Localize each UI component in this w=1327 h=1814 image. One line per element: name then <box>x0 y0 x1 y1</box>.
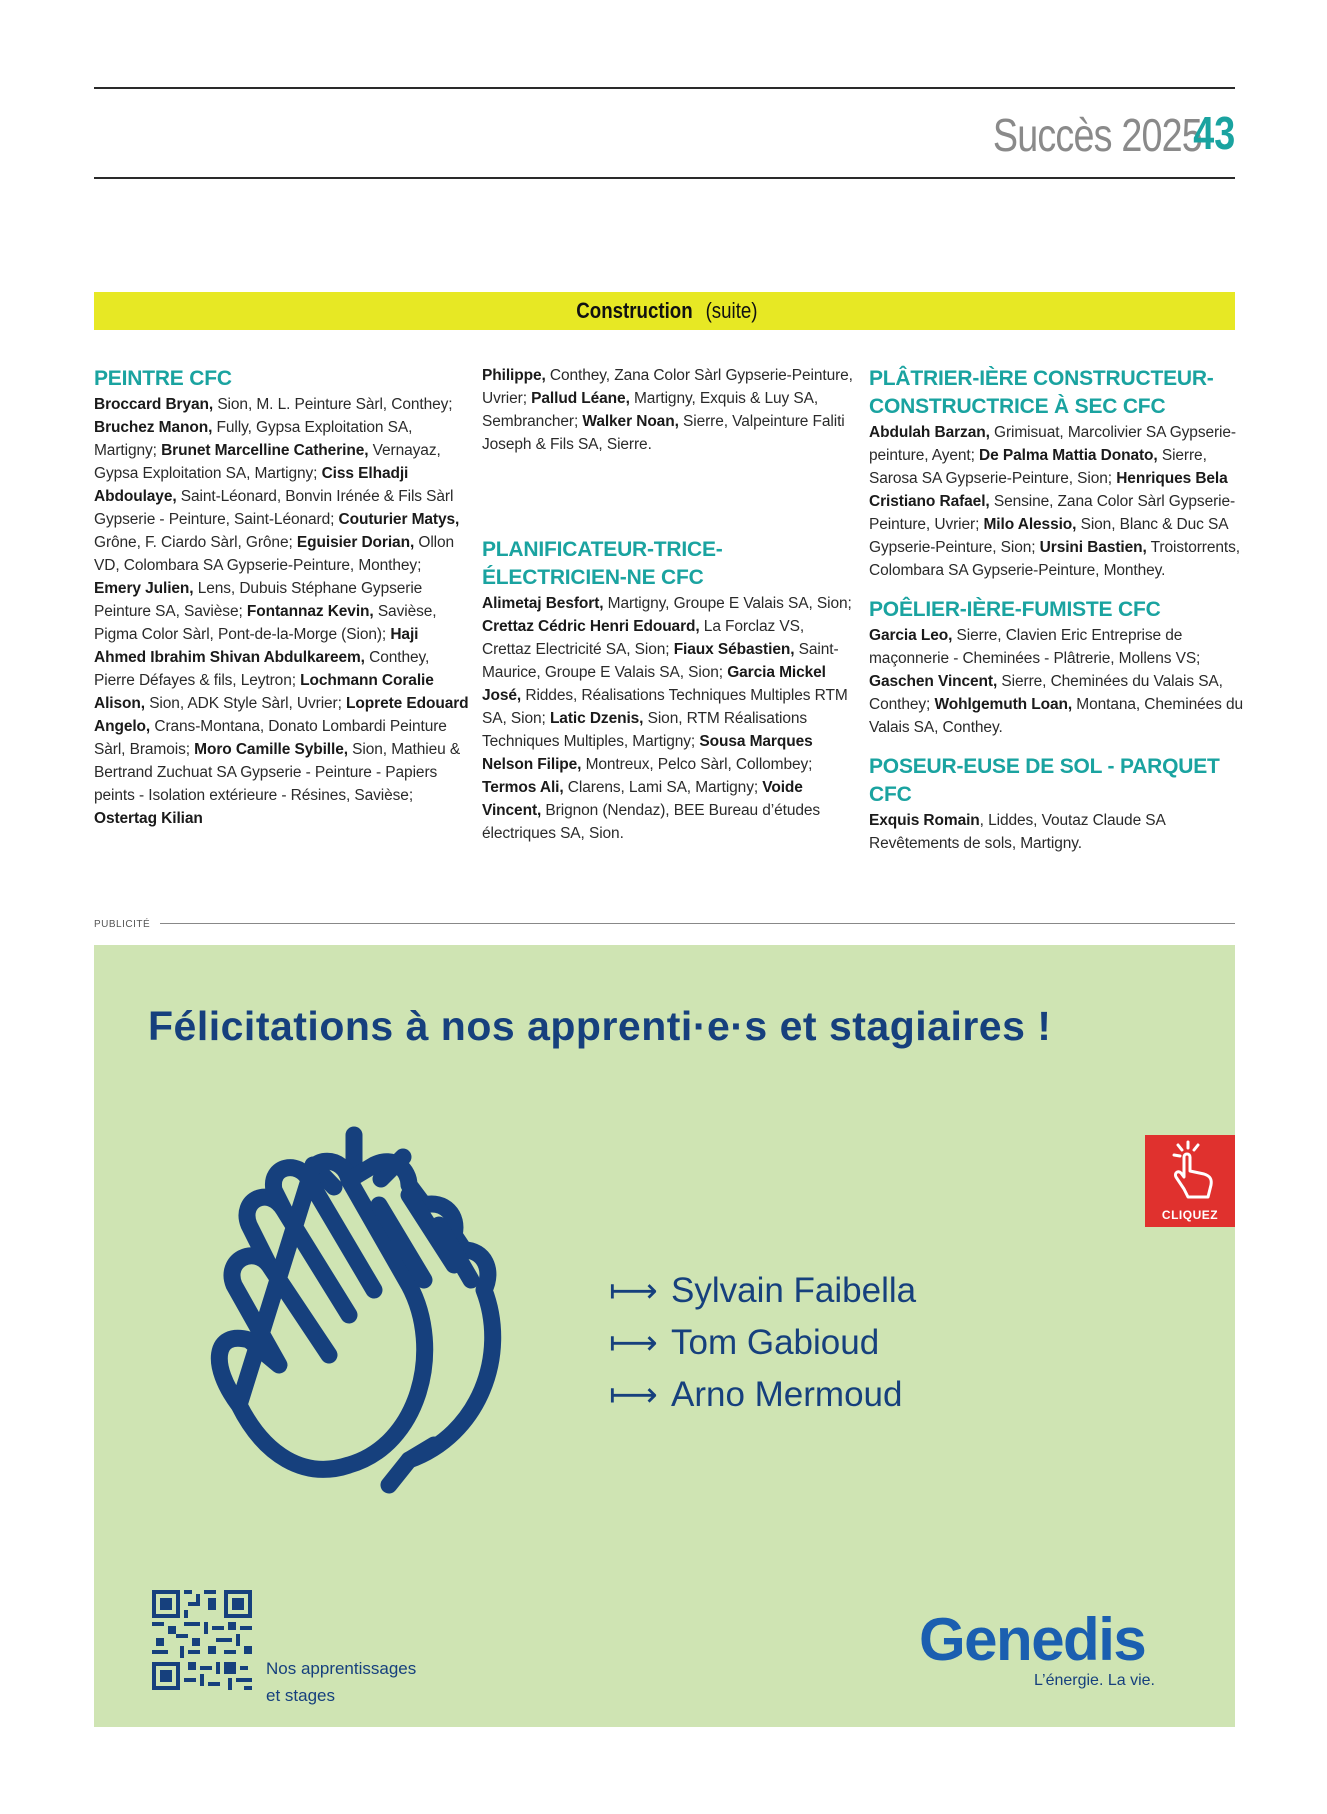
graduate-name: Alimetaj Besfort, <box>482 595 604 612</box>
graduate-name: Ostertag Kilian <box>94 810 203 827</box>
qr-caption <box>266 1655 416 1709</box>
graduate-detail: Troistorrents, Colombara SA Gypserie-Peinture, Monthey. <box>869 539 1240 579</box>
section-title: Construction <box>576 298 694 323</box>
graduate-detail: Martigny, Exquis & Luy SA, Sembrancher; <box>482 390 819 430</box>
graduate-name: Voide Vincent, <box>482 779 803 819</box>
apprentice-name-list <box>609 1265 916 1421</box>
graduate-name: Couturier Matys, <box>338 511 460 528</box>
genedis-logo: Genedis <box>919 1606 1146 1673</box>
category-heading: PLANIFICATEUR-TRICE-ÉLECTRICIEN-NE CFC <box>482 538 723 589</box>
graduate-name: Haji Ahmed Ibrahim Shivan Abdulkareem, <box>94 626 419 666</box>
list-item <box>609 1369 916 1421</box>
graduate-name: Gaschen Vincent, <box>869 673 998 690</box>
graduate-detail: Vernayaz, Gypsa Exploitation SA, Martigny; <box>94 442 441 482</box>
graduate-name: Abdulah Barzan, <box>869 424 990 441</box>
qr-caption-line-1: Nos apprentissages <box>266 1659 417 1678</box>
header-bottom-rule <box>94 177 1235 179</box>
graduate-name: Broccard Bryan, <box>94 396 214 413</box>
graduate-name: Wohlgemuth Loan, <box>934 696 1073 713</box>
graduate-detail: Sion, ADK Style Sàrl, Uvrier; <box>144 695 347 712</box>
graduate-name: Pallud Léane, <box>531 390 630 407</box>
graduate-name: Fontannaz Kevin, <box>246 603 374 620</box>
graduate-name: Garcia Leo, <box>869 627 953 644</box>
graduate-detail: Crans-Montana, Donato Lombardi Peinture Sàrl, Bramois; <box>94 718 447 758</box>
graduate-name: Ciss Elhadji Abdoulaye, <box>94 465 409 505</box>
graduate-name: Ursini Bastien, <box>1039 539 1147 556</box>
graduate-detail: Martigny, Groupe E Valais SA, Sion; <box>603 595 852 612</box>
graduate-name: Bruchez Manon, <box>94 419 213 436</box>
graduate-name: Fiaux Sébastien, <box>673 641 795 658</box>
top-rule <box>94 87 1235 89</box>
entry-list <box>94 393 469 830</box>
graduate-name: Crettaz Cédric Henri Edouard, <box>482 618 700 635</box>
long-arrow-icon: ⟼ <box>609 1324 658 1362</box>
graduate-name: De Palma Mattia Donato, <box>979 447 1158 464</box>
graduate-name: Loprete Edouard Angelo, <box>94 695 469 735</box>
pointing-hand-icon <box>1160 1139 1220 1201</box>
click-label: CLIQUEZ <box>1161 1208 1219 1222</box>
graduate-name: Moro Camille Sybille, <box>194 741 348 758</box>
long-arrow-icon: ⟼ <box>609 1272 658 1310</box>
graduate-name: Brunet Marcelline Catherine, <box>161 442 369 459</box>
graduate-name: Sousa Marques Nelson Filipe, <box>482 733 813 773</box>
column-2 <box>482 365 857 845</box>
apprentice-name: Tom Gabioud <box>671 1323 880 1362</box>
graduate-name: Termos Ali, <box>482 779 564 796</box>
column-3 <box>869 365 1244 855</box>
graduate-name: Exquis Romain <box>869 812 980 829</box>
advertisement-label: PUBLICITÉ <box>94 919 151 930</box>
section-banner <box>94 292 1235 330</box>
clapping-hands-icon <box>209 1125 529 1525</box>
entry-list <box>869 421 1244 582</box>
graduate-detail: Sion, Mathieu & Bertrand Zuchuat SA Gypserie - Peinture - Papiers peints - Isolation extérieure - Résines, Savièse; <box>94 741 461 804</box>
long-arrow-icon: ⟼ <box>609 1376 658 1414</box>
click-button[interactable] <box>1145 1135 1235 1227</box>
graduate-detail: Ollon VD, Colombara SA Gypserie-Peinture, Monthey; <box>94 534 455 574</box>
graduate-detail: Clarens, Lami SA, Martigny; <box>563 779 763 796</box>
advertisement-rule <box>160 923 1235 924</box>
section-subtitle: (suite) <box>706 298 758 323</box>
graduate-detail: Montreux, Pelco Sàrl, Collombey; <box>581 756 813 773</box>
graduate-detail: La Forclaz VS, Crettaz Electricité SA, Sion; <box>482 618 805 658</box>
category-heading: POSEUR-EUSE DE SOL - PARQUET CFC <box>869 755 1220 806</box>
ad-headline: Félicitations à nos apprenti·e·s et stagiaires ! <box>148 1003 1052 1049</box>
graduate-detail: Conthey, Pierre Défayes & fils, Leytron; <box>94 649 430 689</box>
graduate-detail: Riddes, Réalisations Techniques Multiples RTM SA, Sion; <box>482 687 848 727</box>
graduate-detail: Saint-Léonard, Bonvin Irénée & Fils Sàrl Gypserie - Peinture, Saint-Léonard; <box>94 488 454 528</box>
graduate-detail: , Liddes, Voutaz Claude SA Revêtements de sols, Martigny. <box>869 812 1165 852</box>
publication-title: Succès 2025 <box>992 109 1202 161</box>
graduate-detail: Savièse, Pigma Color Sàrl, Pont-de-la-Morge (Sion); <box>94 603 437 643</box>
graduate-name: Philippe, <box>482 367 546 384</box>
graduate-name: Emery Julien, <box>94 580 194 597</box>
graduate-detail: Sion, M. L. Peinture Sàrl, Conthey; <box>213 396 453 413</box>
graduate-name: Garcia Mickel José, <box>482 664 826 704</box>
graduate-detail: Sierre, Sarosa SA Gypserie-Peinture, Sion; <box>869 447 1207 487</box>
column-1 <box>94 365 469 830</box>
page-number: 43 <box>1193 107 1235 159</box>
entry-list <box>482 364 857 456</box>
category-heading: POÊLIER-IÈRE-FUMISTE CFC <box>869 598 1161 621</box>
graduate-detail: Montana, Cheminées du Valais SA, Conthey. <box>869 696 1244 736</box>
graduate-detail: Saint-Maurice, Groupe E Valais SA, Sion; <box>482 641 839 681</box>
entry-list <box>869 809 1244 855</box>
entry-list <box>869 624 1244 739</box>
logo-tagline: L’énergie. La vie. <box>1034 1672 1155 1689</box>
qr-code[interactable] <box>152 1590 252 1690</box>
advertisement[interactable] <box>94 945 1235 1727</box>
list-item <box>609 1265 916 1317</box>
list-item <box>609 1317 916 1369</box>
graduate-detail: Conthey, Zana Color Sàrl Gypserie-Peinture, Uvrier; <box>482 367 853 407</box>
graduate-detail: Sensine, Zana Color Sàrl Gypserie-Peinture, Uvrier; <box>869 493 1236 533</box>
graduate-detail: Sierre, Valpeinture Faliti Joseph & Fils SA, Sierre. <box>482 413 845 453</box>
graduate-detail: Sierre, Clavien Eric Entreprise de maçonnerie - Cheminées - Plâtrerie, Mollens VS; <box>869 627 1201 667</box>
graduate-detail: Sion, Blanc & Duc SA Gypserie-Peinture, Sion; <box>869 516 1228 556</box>
graduate-detail: Sion, RTM Réalisations Techniques Multiples, Martigny; <box>482 710 808 750</box>
graduate-name: Eguisier Dorian, <box>296 534 415 551</box>
graduate-name: Walker Noan, <box>582 413 679 430</box>
graduate-detail: Grône, F. Ciardo Sàrl, Grône; <box>94 534 297 551</box>
graduate-name: Henriques Bela Cristiano Rafael, <box>869 470 1228 510</box>
graduate-detail: Grimisuat, Marcolivier SA Gypserie-peinture, Ayent; <box>869 424 1236 464</box>
entry-list <box>482 592 857 845</box>
apprentice-name: Sylvain Faibella <box>671 1271 917 1310</box>
category-heading: PEINTRE CFC <box>94 367 232 390</box>
graduate-detail: Lens, Dubuis Stéphane Gypserie Peinture SA, Savièse; <box>94 580 423 620</box>
graduate-name: Milo Alessio, <box>983 516 1077 533</box>
graduate-name: Latic Dzenis, <box>549 710 644 727</box>
graduate-detail: Fully, Gypsa Exploitation SA, Martigny; <box>94 419 413 459</box>
category-heading: PLÂTRIER-IÈRE CONSTRUCTEUR-CONSTRUCTRICE À SEC CFC <box>869 367 1214 418</box>
graduate-name: Lochmann Coralie Alison, <box>94 672 434 712</box>
qr-caption-line-2: et stages <box>266 1686 335 1705</box>
graduate-detail: Sierre, Cheminées du Valais SA, Conthey; <box>869 673 1223 713</box>
graduate-detail: Brignon (Nendaz), BEE Bureau d’études électriques SA, Sion. <box>482 802 821 842</box>
apprentice-name: Arno Mermoud <box>671 1375 903 1414</box>
